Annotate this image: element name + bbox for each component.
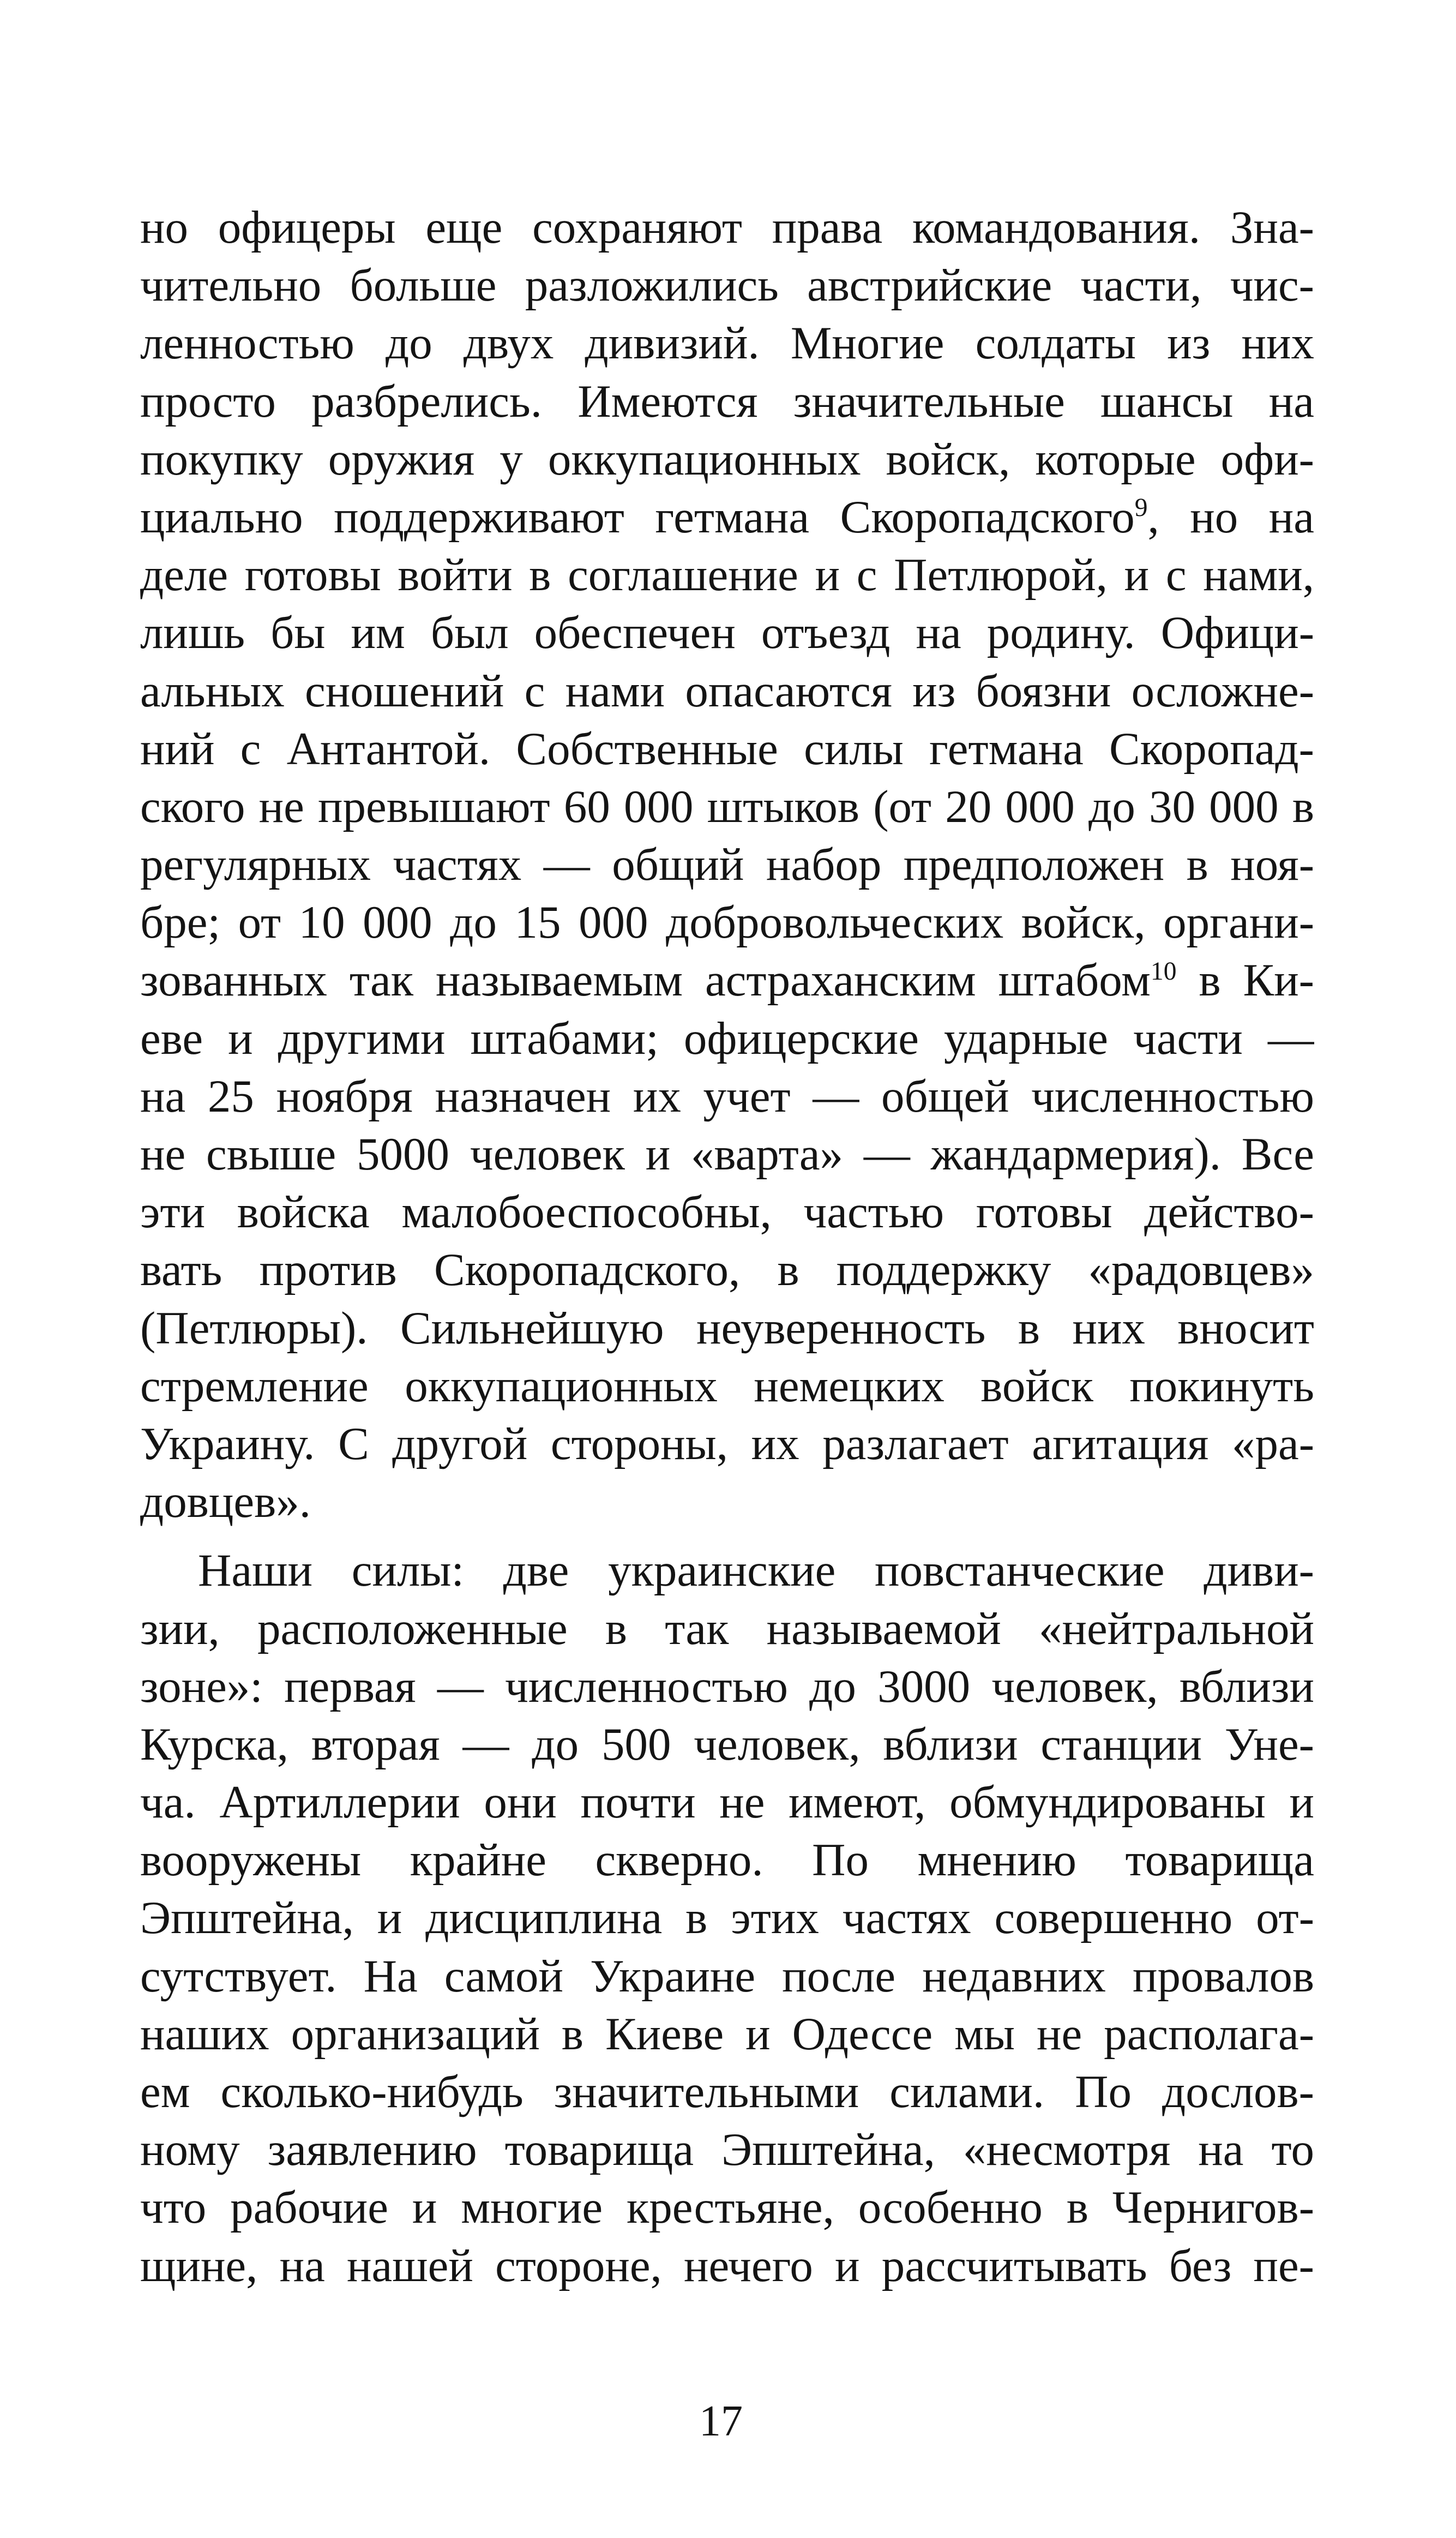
- text-line: регулярных частях — общий набор предположен в ноя-: [140, 839, 1314, 891]
- text-line: вооружены крайне скверно. По мнению товарища: [140, 1834, 1314, 1886]
- text-line: вать против Скоропадского, в поддержку «радовцев»: [140, 1244, 1314, 1296]
- text-line: наших организаций в Киеве и Одессе мы не располага-: [140, 2008, 1314, 2060]
- paragraph: [140, 199, 1314, 1531]
- text-line: [140, 951, 1314, 1009]
- footnote-ref: 9: [1134, 494, 1148, 523]
- text-segment: в Ки-: [1176, 955, 1314, 1006]
- text-line: лишь бы им был обеспечен отъезд на родину. Офици-: [140, 607, 1314, 659]
- text-line: просто разбрелись. Имеются значительные шансы на: [140, 375, 1314, 427]
- text-line: ем сколько-нибудь значительными силами. По дослов-: [140, 2066, 1314, 2117]
- text-line: ского не превышают 60 000 штыков (от 20 000 до 30 000 в: [140, 781, 1314, 832]
- text-line: довцев».: [140, 1476, 311, 1528]
- paragraph: [140, 1541, 1314, 2294]
- text-line: эти войска малобоеспособны, частью готовы действо-: [140, 1186, 1314, 1238]
- text-line: ленностью до двух дивизий. Многие солдаты из них: [140, 317, 1314, 369]
- text-line: еве и другими штабами; офицерские ударные части —: [140, 1012, 1314, 1064]
- text-line: [140, 488, 1314, 546]
- text-line: зоне»: первая — численностью до 3000 человек, вблизи: [140, 1660, 1314, 1712]
- text-line: стремление оккупационных немецких войск покинуть: [140, 1360, 1314, 1412]
- text-line: Украину. С другой стороны, их разлагает агитация «ра-: [140, 1418, 1314, 1469]
- text-segment: циально поддерживают гетмана Скоропадского: [140, 491, 1135, 543]
- text-line: Наши силы: две украинские повстанческие диви-: [198, 1545, 1314, 1597]
- text-line: (Петлюры). Сильнейшую неуверенность в них вносит: [140, 1302, 1314, 1354]
- text-line: деле готовы войти в соглашение и с Петлюрой, и с нами,: [140, 549, 1314, 601]
- text-line: покупку оружия у оккупационных войск, которые офи-: [140, 433, 1314, 485]
- text-line: Эпштейна, и дисциплина в этих частях совершенно от-: [140, 1892, 1314, 1944]
- text-line: ний с Антантой. Собственные силы гетмана Скоропад-: [140, 723, 1314, 775]
- text-line: альных сношений с нами опасаются из боязни осложне-: [140, 665, 1314, 717]
- text-line: что рабочие и многие крестьяне, особенно в Чернигов-: [140, 2182, 1314, 2234]
- footnote-ref: 10: [1150, 957, 1177, 986]
- page-number: 17: [699, 2397, 743, 2445]
- text-line: зии, расположенные в так называемой «нейтральной: [140, 1603, 1314, 1654]
- text-line: бре; от 10 000 до 15 000 добровольческих войск, органи-: [140, 897, 1314, 949]
- text-line: не свыше 5000 человек и «варта» — жандармерия). Все: [140, 1129, 1314, 1180]
- text-segment: , но на: [1147, 491, 1314, 543]
- text-line: но офицеры еще сохраняют права командования. Зна-: [140, 202, 1314, 253]
- text-line: ному заявлению товарища Эпштейна, «несмотря на то: [140, 2124, 1314, 2176]
- text-line: ча. Артиллерии они почти не имеют, обмундированы и: [140, 1777, 1314, 1828]
- text-line: щине, на нашей стороне, нечего и рассчитывать без пе-: [140, 2240, 1314, 2291]
- text-line: чительно больше разложились австрийские части, чис-: [140, 260, 1314, 311]
- text-line: сутствует. На самой Украине после недавних провалов: [140, 1950, 1314, 2002]
- text-line: на 25 ноября назначен их учет — общей численностью: [140, 1070, 1314, 1122]
- text-line: Курска, вторая — до 500 человек, вблизи станции Уне-: [140, 1718, 1314, 1770]
- body-text: [140, 199, 1314, 2295]
- text-segment: зованных так называемым астраханским штабом: [140, 955, 1151, 1006]
